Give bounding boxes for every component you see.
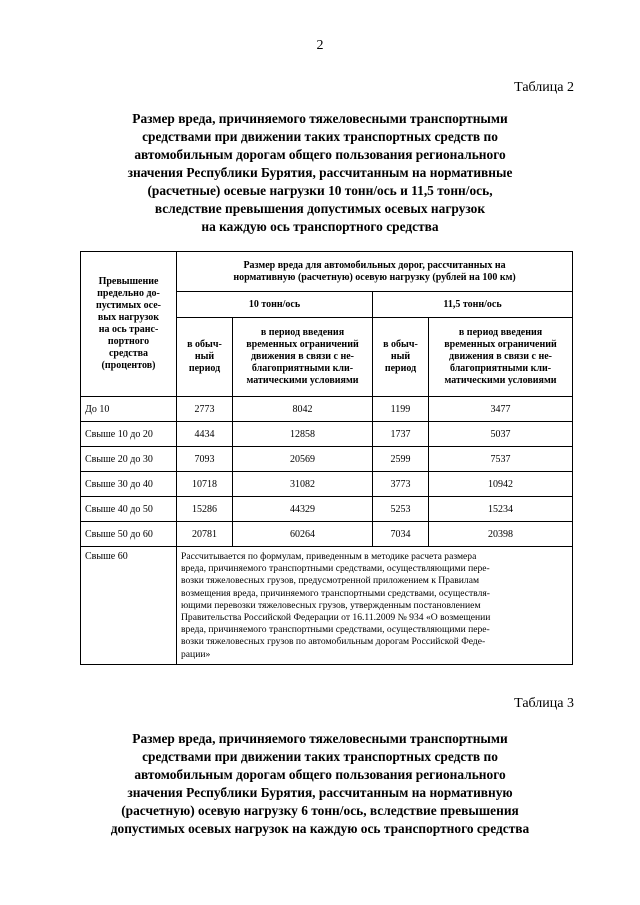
row-category: Свыше 10 до 20	[81, 422, 177, 447]
value-restricted-11-5: 3477	[429, 397, 573, 422]
value-restricted-11-5: 10942	[429, 472, 573, 497]
header-normal-period-10: в обыч- ный период	[177, 318, 233, 397]
value-normal-11-5: 7034	[373, 522, 429, 547]
value-normal-10: 15286	[177, 497, 233, 522]
value-normal-10: 2773	[177, 397, 233, 422]
value-normal-11-5: 5253	[373, 497, 429, 522]
row-category: Свыше 20 до 30	[81, 447, 177, 472]
value-normal-10: 7093	[177, 447, 233, 472]
value-normal-11-5: 1199	[373, 397, 429, 422]
value-restricted-10: 60264	[233, 522, 373, 547]
row-category: Свыше 60	[81, 547, 177, 665]
value-normal-11-5: 3773	[373, 472, 429, 497]
table-row	[81, 422, 573, 447]
value-restricted-11-5: 15234	[429, 497, 573, 522]
header-11-5-ton: 11,5 тонн/ось	[373, 292, 573, 318]
row-category: Свыше 30 до 40	[81, 472, 177, 497]
value-restricted-10: 12858	[233, 422, 373, 447]
value-normal-10: 20781	[177, 522, 233, 547]
table-2-title: Размер вреда, причиняемого тяжеловесными транспортными средствами при движении таких транспортных средств по автомобильным дорогам общего пользования регионального значения Республики Бурятия, рассчитанным на нормативные (расчетные) осевые нагрузки 10 тонн/ось и 11,5 тонн/ось, вследствие превышения допустимых осевых нагрузок на каждую ось транспортного средства	[127, 111, 513, 234]
row-category: Свыше 40 до 50	[81, 497, 177, 522]
header-restricted-period-10: в период введения временных ограничений движения в связи с не- благоприятными кли- матическими условиями	[233, 318, 373, 397]
value-restricted-11-5: 5037	[429, 422, 573, 447]
header-restricted-period-11-5: в период введения временных ограничений движения в связи с не- благоприятными кли- матическими условиями	[429, 318, 573, 397]
table-2-label: Таблица 2	[514, 80, 574, 95]
table-row	[81, 497, 573, 522]
value-restricted-10: 31082	[233, 472, 373, 497]
value-restricted-11-5: 7537	[429, 447, 573, 472]
header-10-ton: 10 тонн/ось	[177, 292, 373, 318]
header-normal-period-11-5: в обыч- ный период	[373, 318, 429, 397]
table-row	[81, 447, 573, 472]
value-normal-10: 10718	[177, 472, 233, 497]
table-row-over-60	[81, 547, 573, 665]
header-overload-percent: Превышение предельно до- пустимых осе- вых нагрузок на ось транс- портного средства (процентов)	[81, 252, 177, 397]
damage-table	[80, 251, 573, 665]
value-restricted-10: 44329	[233, 497, 373, 522]
value-normal-11-5: 1737	[373, 422, 429, 447]
value-normal-10: 4434	[177, 422, 233, 447]
header-damage-size: Размер вреда для автомобильных дорог, рассчитанных на нормативную (расчетную) осевую нагрузку (рублей на 100 км)	[177, 252, 573, 292]
table-row	[81, 397, 573, 422]
row-category: Свыше 50 до 60	[81, 522, 177, 547]
value-restricted-10: 20569	[233, 447, 373, 472]
table-3-label: Таблица 3	[514, 696, 574, 711]
value-normal-11-5: 2599	[373, 447, 429, 472]
table-row	[81, 522, 573, 547]
table-row	[81, 472, 573, 497]
row-category: До 10	[81, 397, 177, 422]
page-number: 2	[316, 38, 324, 53]
calculation-note: Рассчитывается по формулам, приведенным в методике расчета размера вреда, причиняемого транспортными средствами, осуществляющими пере- возки тяжеловесных грузов, предусмотренной приложением к Правилам возмещения вреда, причиняемого транспортными средствами, осуществля- ющими перевозки тяжеловесных грузов, утвержденным постановлением Правительства Российской Федерации от 16.11.2009 № 934 «О возмещении вреда, причиняемого транспортными средствами, осуществляющими пере- возки тяжеловесных грузов по автомобильным дорогам Российской Феде- рации»	[177, 547, 573, 665]
value-restricted-11-5: 20398	[429, 522, 573, 547]
table-3-title: Размер вреда, причиняемого тяжеловесными транспортными средствами при движении таких транспортных средств по автомобильным дорогам общего пользования регионального значения Республики Бурятия, рассчитанным на нормативную (расчетную) осевую нагрузку 6 тонн/ось, вследствие превышения допустимых осевых нагрузок на каждую ось транспортного средства	[110, 731, 530, 836]
value-restricted-10: 8042	[233, 397, 373, 422]
